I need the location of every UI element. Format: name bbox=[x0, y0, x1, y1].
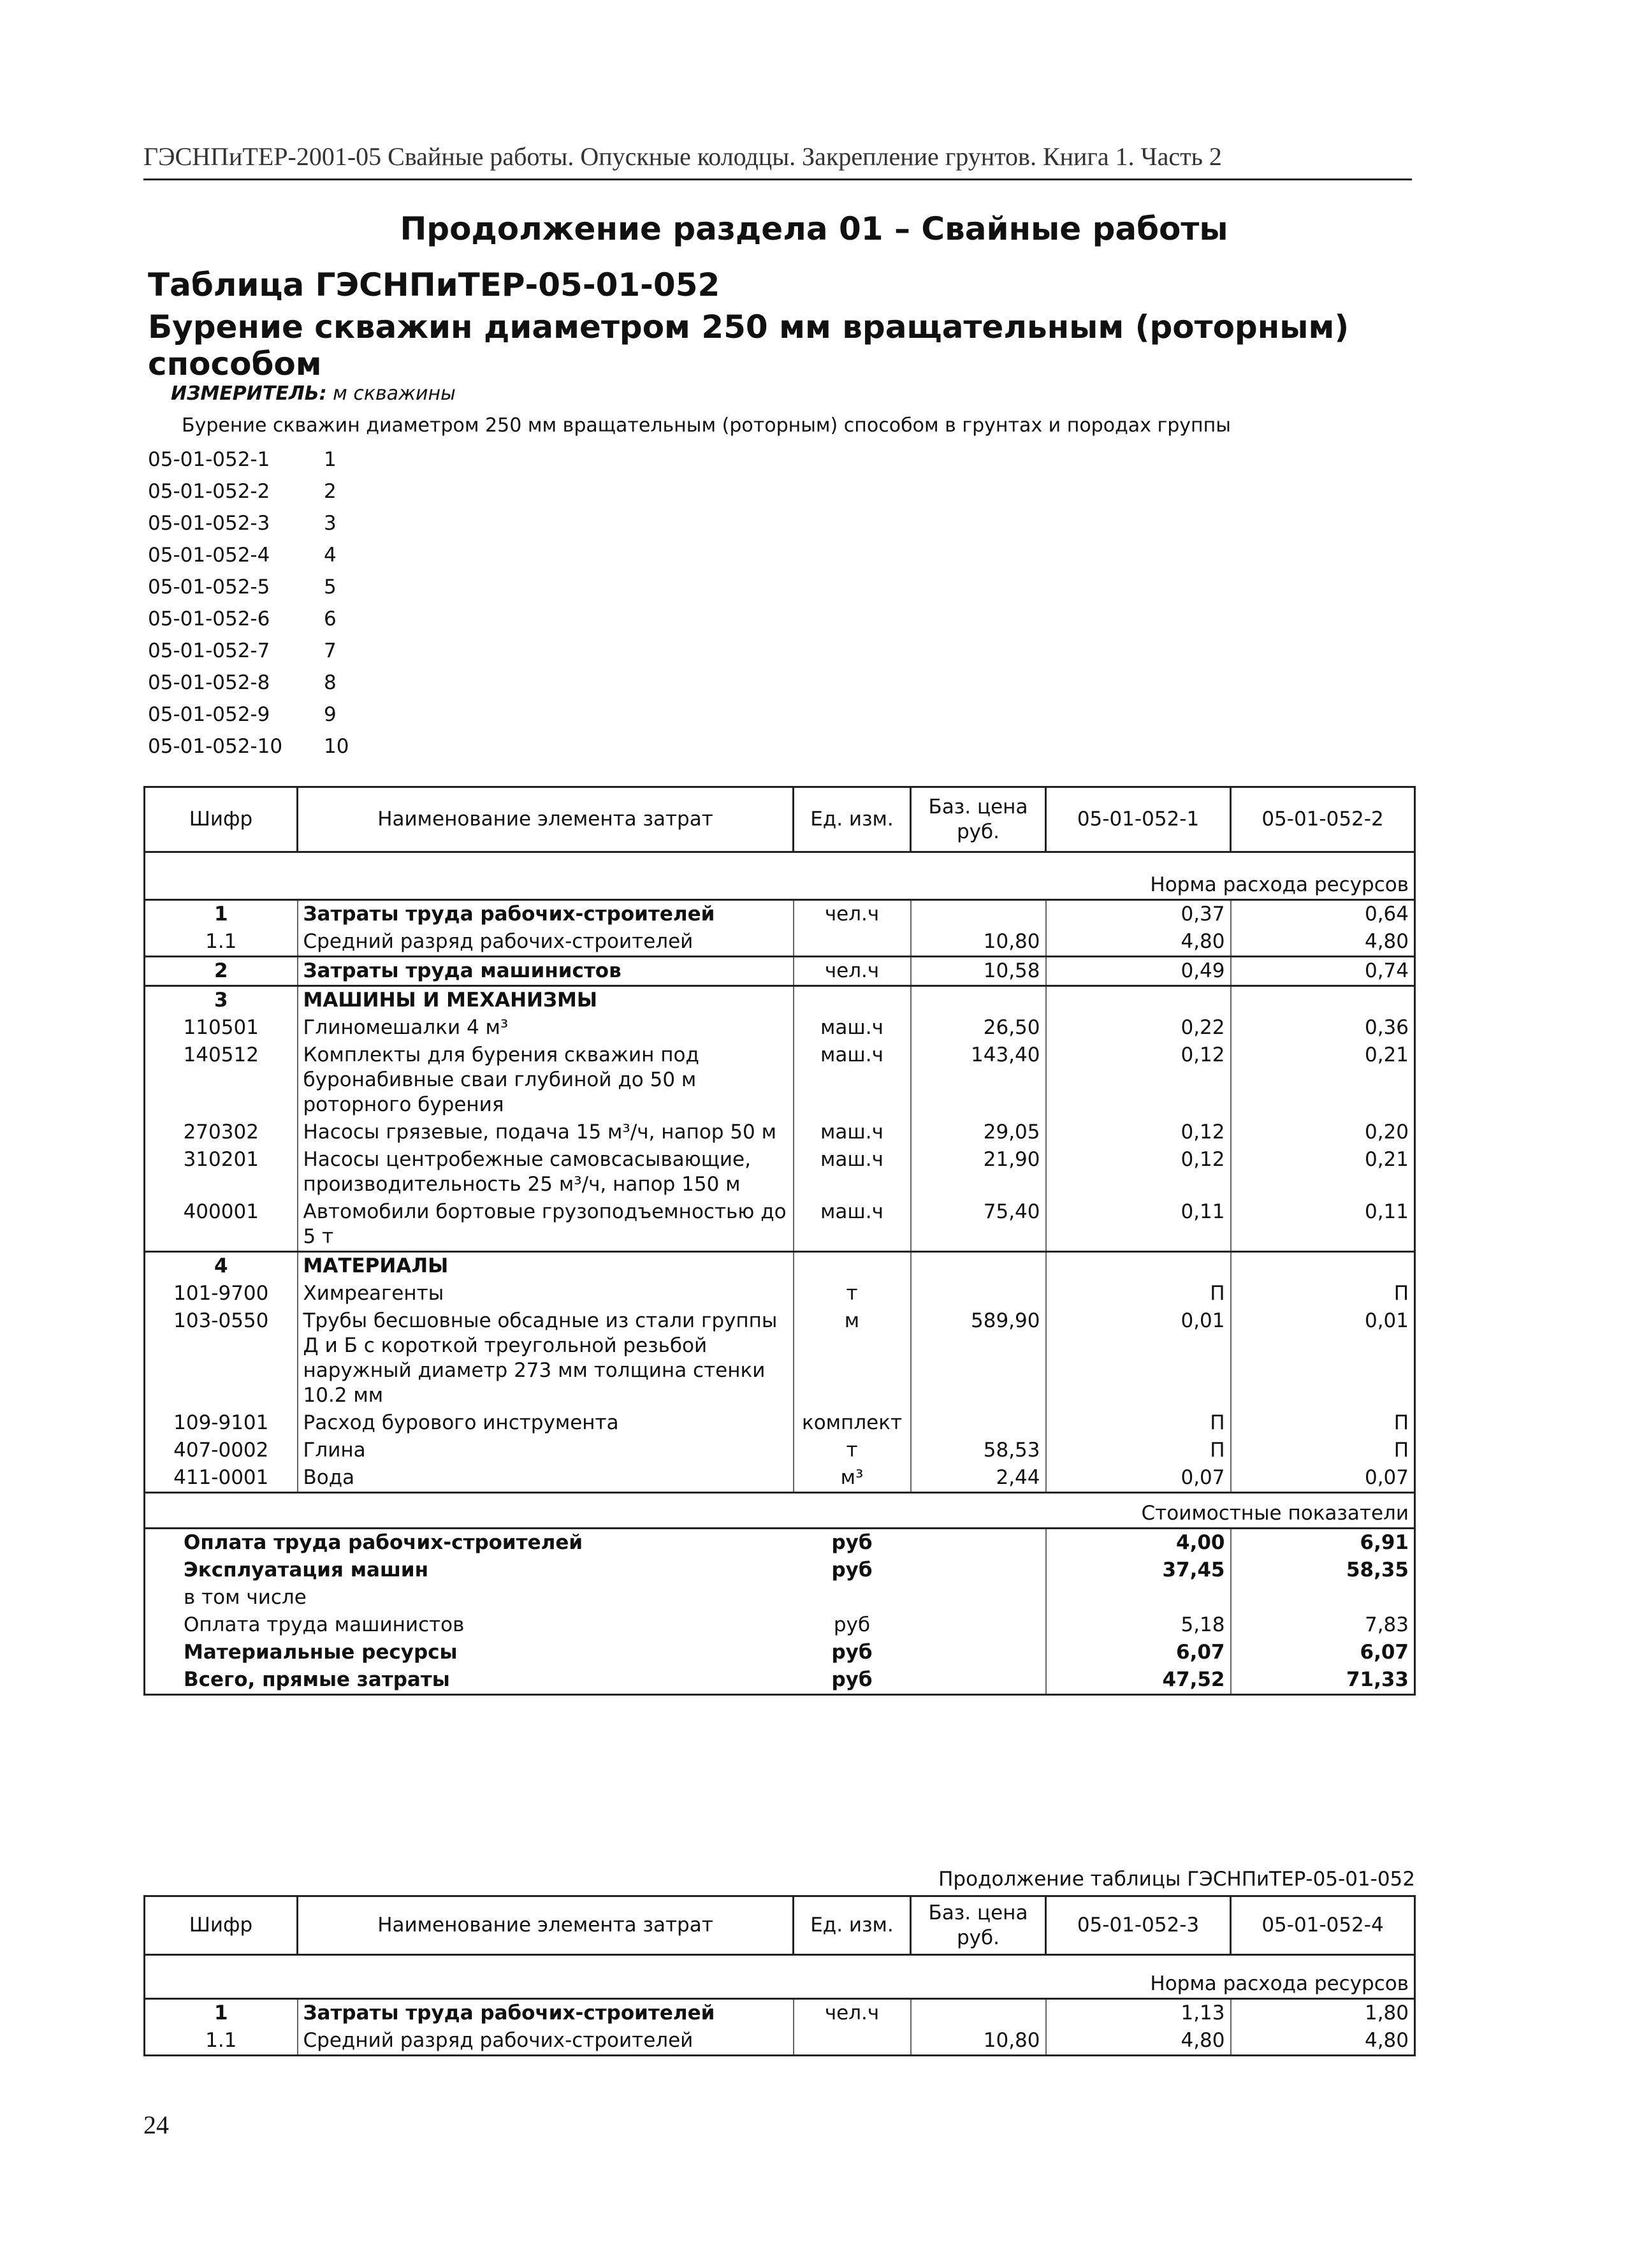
cost-row-label: Оплата труда рабочих-строителей bbox=[145, 1529, 794, 1557]
code-list bbox=[148, 448, 349, 767]
resource-row bbox=[145, 2027, 1415, 2056]
resource-row bbox=[145, 1998, 1415, 2027]
cost-row-label: в том числе bbox=[145, 1584, 794, 1611]
row-value-2 bbox=[1231, 985, 1415, 1014]
code: 05-01-052-3 bbox=[148, 512, 270, 535]
norm-row bbox=[145, 1970, 1415, 1999]
row-cipher: 400001 bbox=[145, 1198, 298, 1252]
cost-row-price bbox=[911, 1557, 1046, 1584]
code-row bbox=[148, 735, 349, 767]
row-value-1: 0,12 bbox=[1046, 1119, 1231, 1146]
row-value-2: П bbox=[1231, 1437, 1415, 1464]
cost-row bbox=[145, 1529, 1415, 1557]
row-value-1: П bbox=[1046, 1437, 1231, 1464]
row-value-2: 0,20 bbox=[1231, 1119, 1415, 1146]
table-subtitle-line2: способом bbox=[148, 345, 322, 382]
spacer-row bbox=[145, 1492, 1415, 1500]
row-name: Автомобили бортовые грузоподъемностью до 5 т bbox=[298, 1198, 794, 1252]
row-unit: м bbox=[794, 1307, 911, 1409]
row-price: 10,80 bbox=[911, 928, 1046, 957]
code: 05-01-052-10 bbox=[148, 735, 283, 758]
row-unit: т bbox=[794, 1280, 911, 1307]
row-cipher: 4 bbox=[145, 1251, 298, 1280]
cost-row bbox=[145, 1639, 1415, 1666]
group: 2 bbox=[324, 480, 337, 503]
row-cipher: 101-9700 bbox=[145, 1280, 298, 1307]
col-header-code2: 05-01-052-4 bbox=[1231, 1896, 1415, 1955]
resource-table-2-body bbox=[145, 1896, 1415, 2056]
measure-value: м скважины bbox=[333, 382, 456, 405]
row-unit bbox=[794, 985, 911, 1014]
resource-row bbox=[145, 956, 1415, 985]
resource-row bbox=[145, 1042, 1415, 1119]
cost-row-price bbox=[911, 1611, 1046, 1639]
code: 05-01-052-4 bbox=[148, 544, 270, 567]
spacer-cell bbox=[145, 1955, 1415, 1970]
code-row bbox=[148, 671, 349, 703]
spacer-cell bbox=[145, 1492, 1415, 1500]
row-value-1 bbox=[1046, 1251, 1231, 1280]
row-value-2: 0,07 bbox=[1231, 1464, 1415, 1493]
cost-row bbox=[145, 1584, 1415, 1611]
row-name: Насосы центробежные самовсасывающие, производительность 25 м³/ч, напор 150 м bbox=[298, 1146, 794, 1198]
cost-row-value-1: 5,18 bbox=[1046, 1611, 1231, 1639]
row-value-1: 0,01 bbox=[1046, 1307, 1231, 1409]
cost-label: Стоимостные показатели bbox=[145, 1500, 1415, 1529]
row-value-2: 0,11 bbox=[1231, 1198, 1415, 1252]
spacer-row bbox=[145, 1955, 1415, 1970]
cost-row-label: Материальные ресурсы bbox=[145, 1639, 794, 1666]
row-name: Средний разряд рабочих-строителей bbox=[298, 2027, 794, 2056]
norm-label: Норма расхода ресурсов bbox=[145, 871, 1415, 900]
row-unit: чел.ч bbox=[794, 899, 911, 928]
row-cipher: 411-0001 bbox=[145, 1464, 298, 1493]
cost-row-unit: руб bbox=[831, 1641, 873, 1664]
col-header-code1: 05-01-052-3 bbox=[1046, 1896, 1231, 1955]
row-price bbox=[911, 1409, 1046, 1437]
row-price: 75,40 bbox=[911, 1198, 1046, 1252]
row-value-1: П bbox=[1046, 1409, 1231, 1437]
code-row bbox=[148, 480, 349, 512]
row-price: 143,40 bbox=[911, 1042, 1046, 1119]
row-value-2: П bbox=[1231, 1280, 1415, 1307]
cost-row-value-1 bbox=[1046, 1584, 1231, 1611]
row-value-1 bbox=[1046, 985, 1231, 1014]
col-header-cipher: Шифр bbox=[145, 787, 298, 852]
page-number: 24 bbox=[143, 2111, 169, 2139]
code-row bbox=[148, 607, 349, 639]
code-row bbox=[148, 544, 349, 576]
row-price: 58,53 bbox=[911, 1437, 1046, 1464]
row-price bbox=[911, 1998, 1046, 2027]
row-price: 10,80 bbox=[911, 2027, 1046, 2056]
table-header-row bbox=[145, 1896, 1415, 1955]
row-price: 2,44 bbox=[911, 1464, 1046, 1493]
col-header-name: Наименование элемента затрат bbox=[298, 1896, 794, 1955]
row-cipher: 109-9101 bbox=[145, 1409, 298, 1437]
row-price bbox=[911, 899, 1046, 928]
row-cipher: 1.1 bbox=[145, 2027, 298, 2056]
resource-row bbox=[145, 1307, 1415, 1409]
table-intro: Бурение скважин диаметром 250 мм вращательным (роторным) способом в грунтах и породах группы bbox=[182, 414, 1231, 437]
cost-row-unit bbox=[794, 1584, 911, 1611]
row-cipher: 407-0002 bbox=[145, 1437, 298, 1464]
cost-row-value-1: 6,07 bbox=[1046, 1639, 1231, 1666]
continuation-caption: Продолжение таблицы ГЭСНПиТЕР-05-01-052 bbox=[938, 1868, 1415, 1891]
cost-row-value-1: 47,52 bbox=[1046, 1666, 1231, 1695]
cost-row-value-2: 6,91 bbox=[1231, 1529, 1415, 1557]
col-header-cipher: Шифр bbox=[145, 1896, 298, 1955]
resource-row bbox=[145, 1280, 1415, 1307]
row-value-2 bbox=[1231, 1251, 1415, 1280]
row-name: Трубы бесшовные обсадные из стали группы Д и Б с короткой треугольной резьбой наружный диаметр 273 мм толщина стенки 10.2 мм bbox=[298, 1307, 794, 1409]
cost-row-label: Эксплуатация машин bbox=[145, 1557, 794, 1584]
row-unit bbox=[794, 928, 911, 957]
row-name: Затраты труда рабочих-строителей bbox=[298, 899, 794, 928]
code: 05-01-052-6 bbox=[148, 607, 270, 630]
resource-row bbox=[145, 1437, 1415, 1464]
resource-row bbox=[145, 1409, 1415, 1437]
code: 05-01-052-7 bbox=[148, 639, 270, 662]
cost-row-unit: руб bbox=[833, 1613, 871, 1636]
code: 05-01-052-1 bbox=[148, 448, 270, 471]
norm-row bbox=[145, 871, 1415, 900]
code-row bbox=[148, 448, 349, 480]
row-unit: маш.ч bbox=[794, 1146, 911, 1198]
group: 10 bbox=[324, 735, 349, 758]
row-name: Затраты труда рабочих-строителей bbox=[298, 1998, 794, 2027]
row-unit: маш.ч bbox=[794, 1119, 911, 1146]
row-cipher: 1 bbox=[145, 899, 298, 928]
row-name: Комплекты для бурения скважин под буронабивные сваи глубиной до 50 м роторного бурения bbox=[298, 1042, 794, 1119]
col-header-code2: 05-01-052-2 bbox=[1231, 787, 1415, 852]
row-unit: комплект bbox=[794, 1409, 911, 1437]
row-value-2: 0,21 bbox=[1231, 1042, 1415, 1119]
row-cipher: 1 bbox=[145, 1998, 298, 2027]
cost-row-unit: руб bbox=[831, 1559, 873, 1581]
col-header-price: Баз. цена руб. bbox=[911, 1896, 1046, 1955]
row-name: Насосы грязевые, подача 15 м³/ч, напор 50 м bbox=[298, 1119, 794, 1146]
resource-row bbox=[145, 985, 1415, 1014]
running-header: ГЭСНПиТЕР-2001-05 Свайные работы. Опускные колодцы. Закрепление грунтов. Книга 1. Часть 2 bbox=[143, 142, 1412, 180]
row-value-1: 0,49 bbox=[1046, 956, 1231, 985]
resource-row bbox=[145, 899, 1415, 928]
row-value-2: 1,80 bbox=[1231, 1998, 1415, 2027]
row-value-1: 0,12 bbox=[1046, 1146, 1231, 1198]
resource-row bbox=[145, 1014, 1415, 1042]
row-value-1: 4,80 bbox=[1046, 2027, 1231, 2056]
row-price: 26,50 bbox=[911, 1014, 1046, 1042]
resource-table-1-body bbox=[145, 787, 1415, 1695]
row-name: Глиномешалки 4 м³ bbox=[298, 1014, 794, 1042]
row-value-1: П bbox=[1046, 1280, 1231, 1307]
row-value-1: 0,37 bbox=[1046, 899, 1231, 928]
resource-row bbox=[145, 1464, 1415, 1493]
row-cipher: 103-0550 bbox=[145, 1307, 298, 1409]
row-value-2: 0,01 bbox=[1231, 1307, 1415, 1409]
cost-label-row bbox=[145, 1500, 1415, 1529]
row-cipher: 310201 bbox=[145, 1146, 298, 1198]
row-price: 589,90 bbox=[911, 1307, 1046, 1409]
code: 05-01-052-5 bbox=[148, 576, 270, 599]
cost-row bbox=[145, 1666, 1415, 1695]
row-value-2: П bbox=[1231, 1409, 1415, 1437]
resource-row bbox=[145, 1198, 1415, 1252]
cost-row-value-2: 7,83 bbox=[1231, 1611, 1415, 1639]
spacer-cell bbox=[145, 852, 1415, 871]
row-value-1: 4,80 bbox=[1046, 928, 1231, 957]
group: 7 bbox=[324, 639, 337, 662]
resource-row bbox=[145, 1146, 1415, 1198]
row-value-2: 4,80 bbox=[1231, 2027, 1415, 2056]
row-cipher: 3 bbox=[145, 985, 298, 1014]
row-value-1: 0,07 bbox=[1046, 1464, 1231, 1493]
row-name: МАТЕРИАЛЫ bbox=[298, 1251, 794, 1280]
group: 3 bbox=[324, 512, 337, 535]
row-unit bbox=[794, 1251, 911, 1280]
code-row bbox=[148, 639, 349, 671]
row-value-2: 0,64 bbox=[1231, 899, 1415, 928]
group: 8 bbox=[324, 671, 337, 694]
group: 6 bbox=[324, 607, 337, 630]
group: 4 bbox=[324, 544, 337, 567]
row-value-2: 0,36 bbox=[1231, 1014, 1415, 1042]
cost-row-value-2 bbox=[1231, 1584, 1415, 1611]
measure-label: ИЗМЕРИТЕЛЬ: bbox=[171, 382, 327, 405]
row-name: Расход бурового инструмента bbox=[298, 1409, 794, 1437]
row-name: Затраты труда машинистов bbox=[298, 956, 794, 985]
row-name: Глина bbox=[298, 1437, 794, 1464]
measure-unit bbox=[171, 382, 456, 405]
row-value-1: 0,12 bbox=[1046, 1042, 1231, 1119]
table-title: Таблица ГЭСНПиТЕР-05-01-052 bbox=[148, 266, 720, 303]
row-name: Химреагенты bbox=[298, 1280, 794, 1307]
cost-row-unit: руб bbox=[831, 1531, 873, 1554]
cost-row bbox=[145, 1611, 1415, 1639]
row-price bbox=[911, 985, 1046, 1014]
group: 9 bbox=[324, 703, 337, 726]
col-header-unit: Ед. изм. bbox=[794, 787, 911, 852]
row-unit: маш.ч bbox=[794, 1198, 911, 1252]
row-unit bbox=[794, 2027, 911, 2056]
cost-row-label: Всего, прямые затраты bbox=[145, 1666, 794, 1695]
row-value-1: 0,11 bbox=[1046, 1198, 1231, 1252]
row-unit: т bbox=[794, 1437, 911, 1464]
col-header-code1: 05-01-052-1 bbox=[1046, 787, 1231, 852]
cost-row-label: Оплата труда машинистов bbox=[145, 1611, 794, 1639]
row-cipher: 140512 bbox=[145, 1042, 298, 1119]
cost-row-value-2: 58,35 bbox=[1231, 1557, 1415, 1584]
cost-row-unit: руб bbox=[794, 1666, 911, 1695]
resource-table-2 bbox=[143, 1895, 1416, 2056]
spacer-row bbox=[145, 852, 1415, 871]
code-row bbox=[148, 512, 349, 544]
row-cipher: 270302 bbox=[145, 1119, 298, 1146]
group: 1 bbox=[324, 448, 337, 471]
code-row bbox=[148, 576, 349, 607]
row-unit: м³ bbox=[794, 1464, 911, 1493]
group: 5 bbox=[324, 576, 337, 599]
row-value-1: 0,22 bbox=[1046, 1014, 1231, 1042]
cost-row-price bbox=[911, 1639, 1046, 1666]
row-cipher: 1.1 bbox=[145, 928, 298, 957]
code: 05-01-052-2 bbox=[148, 480, 270, 503]
code-row bbox=[148, 703, 349, 735]
row-name: Средний разряд рабочих-строителей bbox=[298, 928, 794, 957]
code: 05-01-052-8 bbox=[148, 671, 270, 694]
section-title: Продолжение раздела 01 – Свайные работы bbox=[400, 210, 1228, 247]
row-cipher: 2 bbox=[145, 956, 298, 985]
cost-row-value-1: 37,45 bbox=[1046, 1557, 1231, 1584]
row-price bbox=[911, 1251, 1046, 1280]
row-unit: чел.ч bbox=[794, 1998, 911, 2027]
table-subtitle-line1: Бурение скважин диаметром 250 мм вращательным (роторным) bbox=[148, 309, 1349, 345]
code: 05-01-052-9 bbox=[148, 703, 270, 726]
row-cipher: 110501 bbox=[145, 1014, 298, 1042]
row-value-2: 0,74 bbox=[1231, 956, 1415, 985]
resource-row bbox=[145, 1251, 1415, 1280]
row-unit: чел.ч bbox=[794, 956, 911, 985]
resource-row bbox=[145, 928, 1415, 957]
col-header-unit: Ед. изм. bbox=[794, 1896, 911, 1955]
row-value-1: 1,13 bbox=[1046, 1998, 1231, 2027]
cost-row-value-1: 4,00 bbox=[1046, 1529, 1231, 1557]
table-header-row bbox=[145, 787, 1415, 852]
row-price: 29,05 bbox=[911, 1119, 1046, 1146]
row-unit: маш.ч bbox=[794, 1042, 911, 1119]
cost-row-price bbox=[911, 1666, 1046, 1695]
row-name: Вода bbox=[298, 1464, 794, 1493]
row-price bbox=[911, 1280, 1046, 1307]
col-header-price: Баз. цена руб. bbox=[911, 787, 1046, 852]
cost-row bbox=[145, 1557, 1415, 1584]
resource-table-1 bbox=[143, 786, 1416, 1696]
cost-row-price bbox=[911, 1584, 1046, 1611]
row-price: 10,58 bbox=[911, 956, 1046, 985]
row-unit: маш.ч bbox=[794, 1014, 911, 1042]
cost-row-price bbox=[911, 1529, 1046, 1557]
norm-label: Норма расхода ресурсов bbox=[145, 1970, 1415, 1999]
row-name: МАШИНЫ И МЕХАНИЗМЫ bbox=[298, 985, 794, 1014]
row-value-2: 0,21 bbox=[1231, 1146, 1415, 1198]
row-price: 21,90 bbox=[911, 1146, 1046, 1198]
cost-row-value-2: 6,07 bbox=[1231, 1639, 1415, 1666]
resource-row bbox=[145, 1119, 1415, 1146]
col-header-name: Наименование элемента затрат bbox=[298, 787, 794, 852]
cost-row-value-2: 71,33 bbox=[1231, 1666, 1415, 1695]
row-value-2: 4,80 bbox=[1231, 928, 1415, 957]
